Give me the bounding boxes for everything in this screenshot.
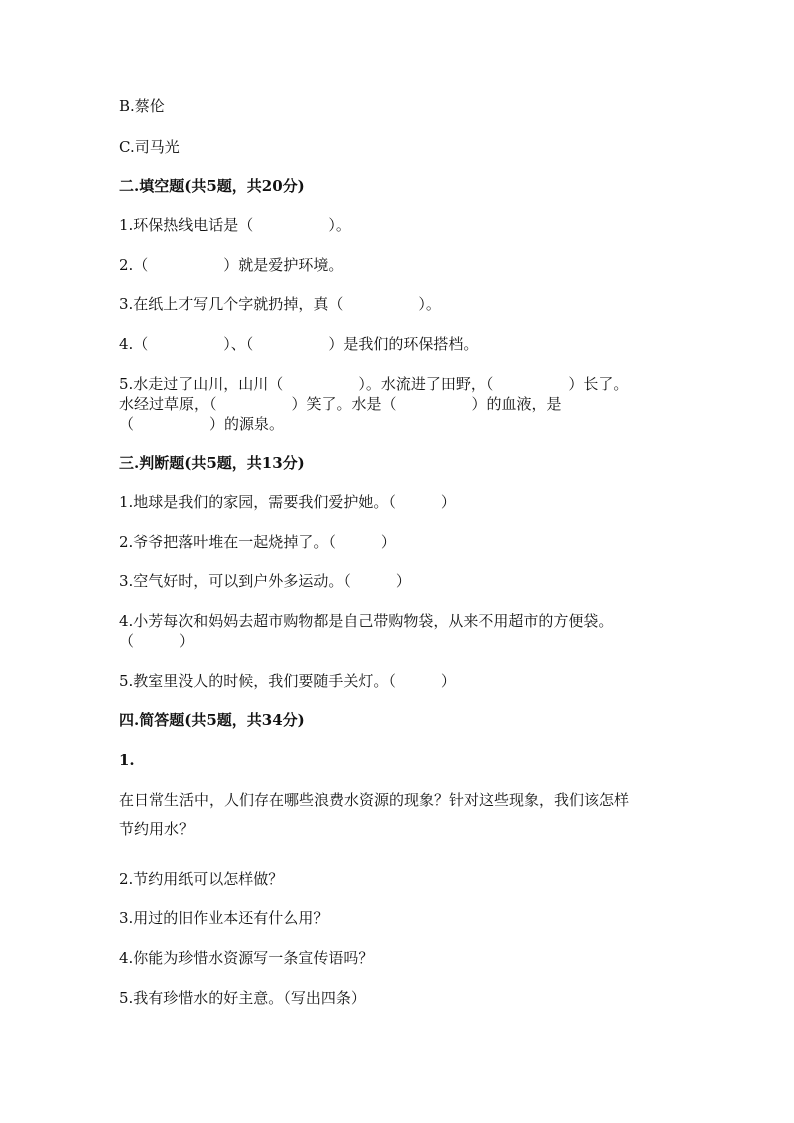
short-question-1-line-1: 在日常生活中，人们存在哪些浪费水资源的现象？针对这些现象，我们该怎样 bbox=[119, 791, 630, 809]
option-c: C.司马光 bbox=[119, 138, 180, 156]
fill-question-4: 4.（ ）、（ ）是我们的环保搭档。 bbox=[119, 335, 479, 353]
section-2-heading: 二.填空题(共5题，共20分) bbox=[119, 177, 305, 195]
fill-question-1: 1.环保热线电话是（ ）。 bbox=[119, 216, 351, 234]
fill-question-5-line-1: 5.水走过了山川，山川（ ）。水流进了田野，（ ）长了。 bbox=[119, 375, 629, 393]
short-question-2: 2.节约用纸可以怎样做？ bbox=[119, 870, 284, 888]
section-3-heading: 三.判断题(共5题，共13分) bbox=[119, 454, 305, 472]
judge-question-3: 3.空气好时，可以到户外多运动。（ ） bbox=[119, 572, 411, 590]
judge-question-4-line-1: 4.小芳每次和妈妈去超市购物都是自己带购物袋，从来不用超市的方便袋。 bbox=[119, 612, 614, 630]
judge-question-5: 5.教室里没人的时候，我们要随手关灯。（ ） bbox=[119, 672, 456, 690]
option-b: B.蔡伦 bbox=[119, 97, 165, 115]
fill-question-2: 2.（ ）就是爱护环境。 bbox=[119, 256, 344, 274]
short-question-4: 4.你能为珍惜水资源写一条宣传语吗？ bbox=[119, 949, 374, 967]
short-question-1-number: 1. bbox=[119, 751, 135, 769]
judge-question-1: 1.地球是我们的家园，需要我们爱护她。（ ） bbox=[119, 493, 456, 511]
fill-question-5-line-3: （ ）的源泉。 bbox=[119, 415, 285, 433]
judge-question-4-line-2: （ ） bbox=[119, 632, 195, 650]
fill-question-3: 3.在纸上才写几个字就扔掉，真（ ）。 bbox=[119, 295, 441, 313]
fill-question-5-line-2: 水经过草原，（ ）笑了。水是（ ）的血液，是 bbox=[119, 395, 562, 413]
section-4-heading: 四.简答题(共5题，共34分) bbox=[119, 711, 305, 729]
short-question-5: 5.我有珍惜水的好主意。（写出四条） bbox=[119, 989, 366, 1007]
judge-question-2: 2.爷爷把落叶堆在一起烧掉了。（ ） bbox=[119, 533, 396, 551]
short-question-3: 3.用过的旧作业本还有什么用？ bbox=[119, 909, 329, 927]
short-question-1-line-2: 节约用水？ bbox=[119, 820, 195, 838]
